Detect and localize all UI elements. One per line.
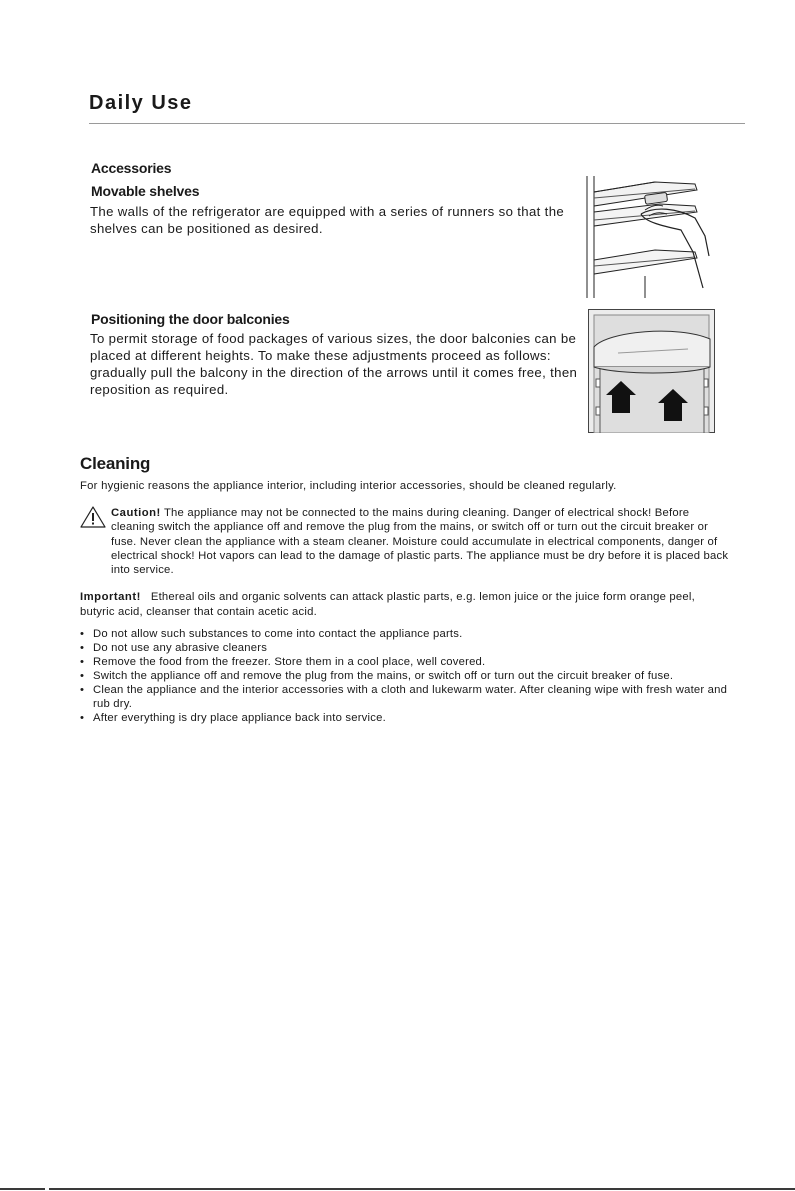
door-balconies-text: To permit storage of food packages of various sizes, the door balconies can be placed at different heights. To make these adjustments proceed as follows: gradually pull the balcony in the direction of the arrows until it comes free, then reposition as required. — [90, 331, 578, 397]
movable-shelves-heading: Movable shelves — [91, 183, 200, 199]
list-item: • Do not allow such substances to come into contact the appliance parts. — [80, 627, 740, 641]
list-item: • Clean the appliance and the interior accessories with a cloth and lukewarm water. After cleaning wipe with fresh water and rub dry. — [80, 683, 740, 711]
caution-label: Caution! — [111, 507, 161, 519]
warning-triangle-icon — [80, 506, 106, 528]
cleaning-intro: For hygienic reasons the appliance interior, including interior accessories, should be cleaned regularly. — [80, 480, 617, 492]
list-item: • Remove the food from the freezer. Store them in a cool place, well covered. — [80, 655, 740, 669]
door-balconies-heading: Positioning the door balconies — [91, 311, 290, 327]
list-item: • Switch the appliance off and remove the plug from the mains, or switch off or turn out the circuit breaker of fuse. — [80, 669, 740, 683]
important-text: Ethereal oils and organic solvents can attack plastic parts, e.g. lemon juice or the juice form orange peel, butyric acid, cleanser that contain acetic acid. — [80, 591, 695, 618]
accessories-heading: Accessories — [91, 160, 172, 176]
important-label: Important! — [80, 591, 141, 603]
caution-note — [111, 506, 731, 577]
caution-text: The appliance may not be connected to the mains during cleaning. Danger of electrical shock! Before cleaning switch the appliance off and remove the plug from the mains, or switch off or turn out the circuit breaker or fuse. Never clean the appliance with a steam cleaner. Moisture could accumulate in electrical components, danger of electrical shock! Hot vapors can lead to the damage of plastic parts. The appliance must be dry before it is placed back into service. — [111, 507, 729, 577]
important-note — [80, 590, 730, 619]
door-balcony-illustration — [588, 309, 716, 433]
page-bottom-rule-gap — [45, 1187, 49, 1191]
shelf-runner-illustration — [585, 176, 710, 299]
page-bottom-rule — [0, 1188, 795, 1190]
cleaning-instructions-list — [80, 627, 740, 725]
page-title: Daily Use — [89, 92, 193, 114]
movable-shelves-text: The walls of the refrigerator are equipped with a series of runners so that the shelves can be positioned as desired. — [90, 204, 565, 236]
list-item: • After everything is dry place appliance back into service. — [80, 711, 740, 725]
cleaning-heading: Cleaning — [80, 454, 151, 473]
list-item: • Do not use any abrasive cleaners — [80, 641, 740, 655]
title-divider — [89, 123, 745, 124]
